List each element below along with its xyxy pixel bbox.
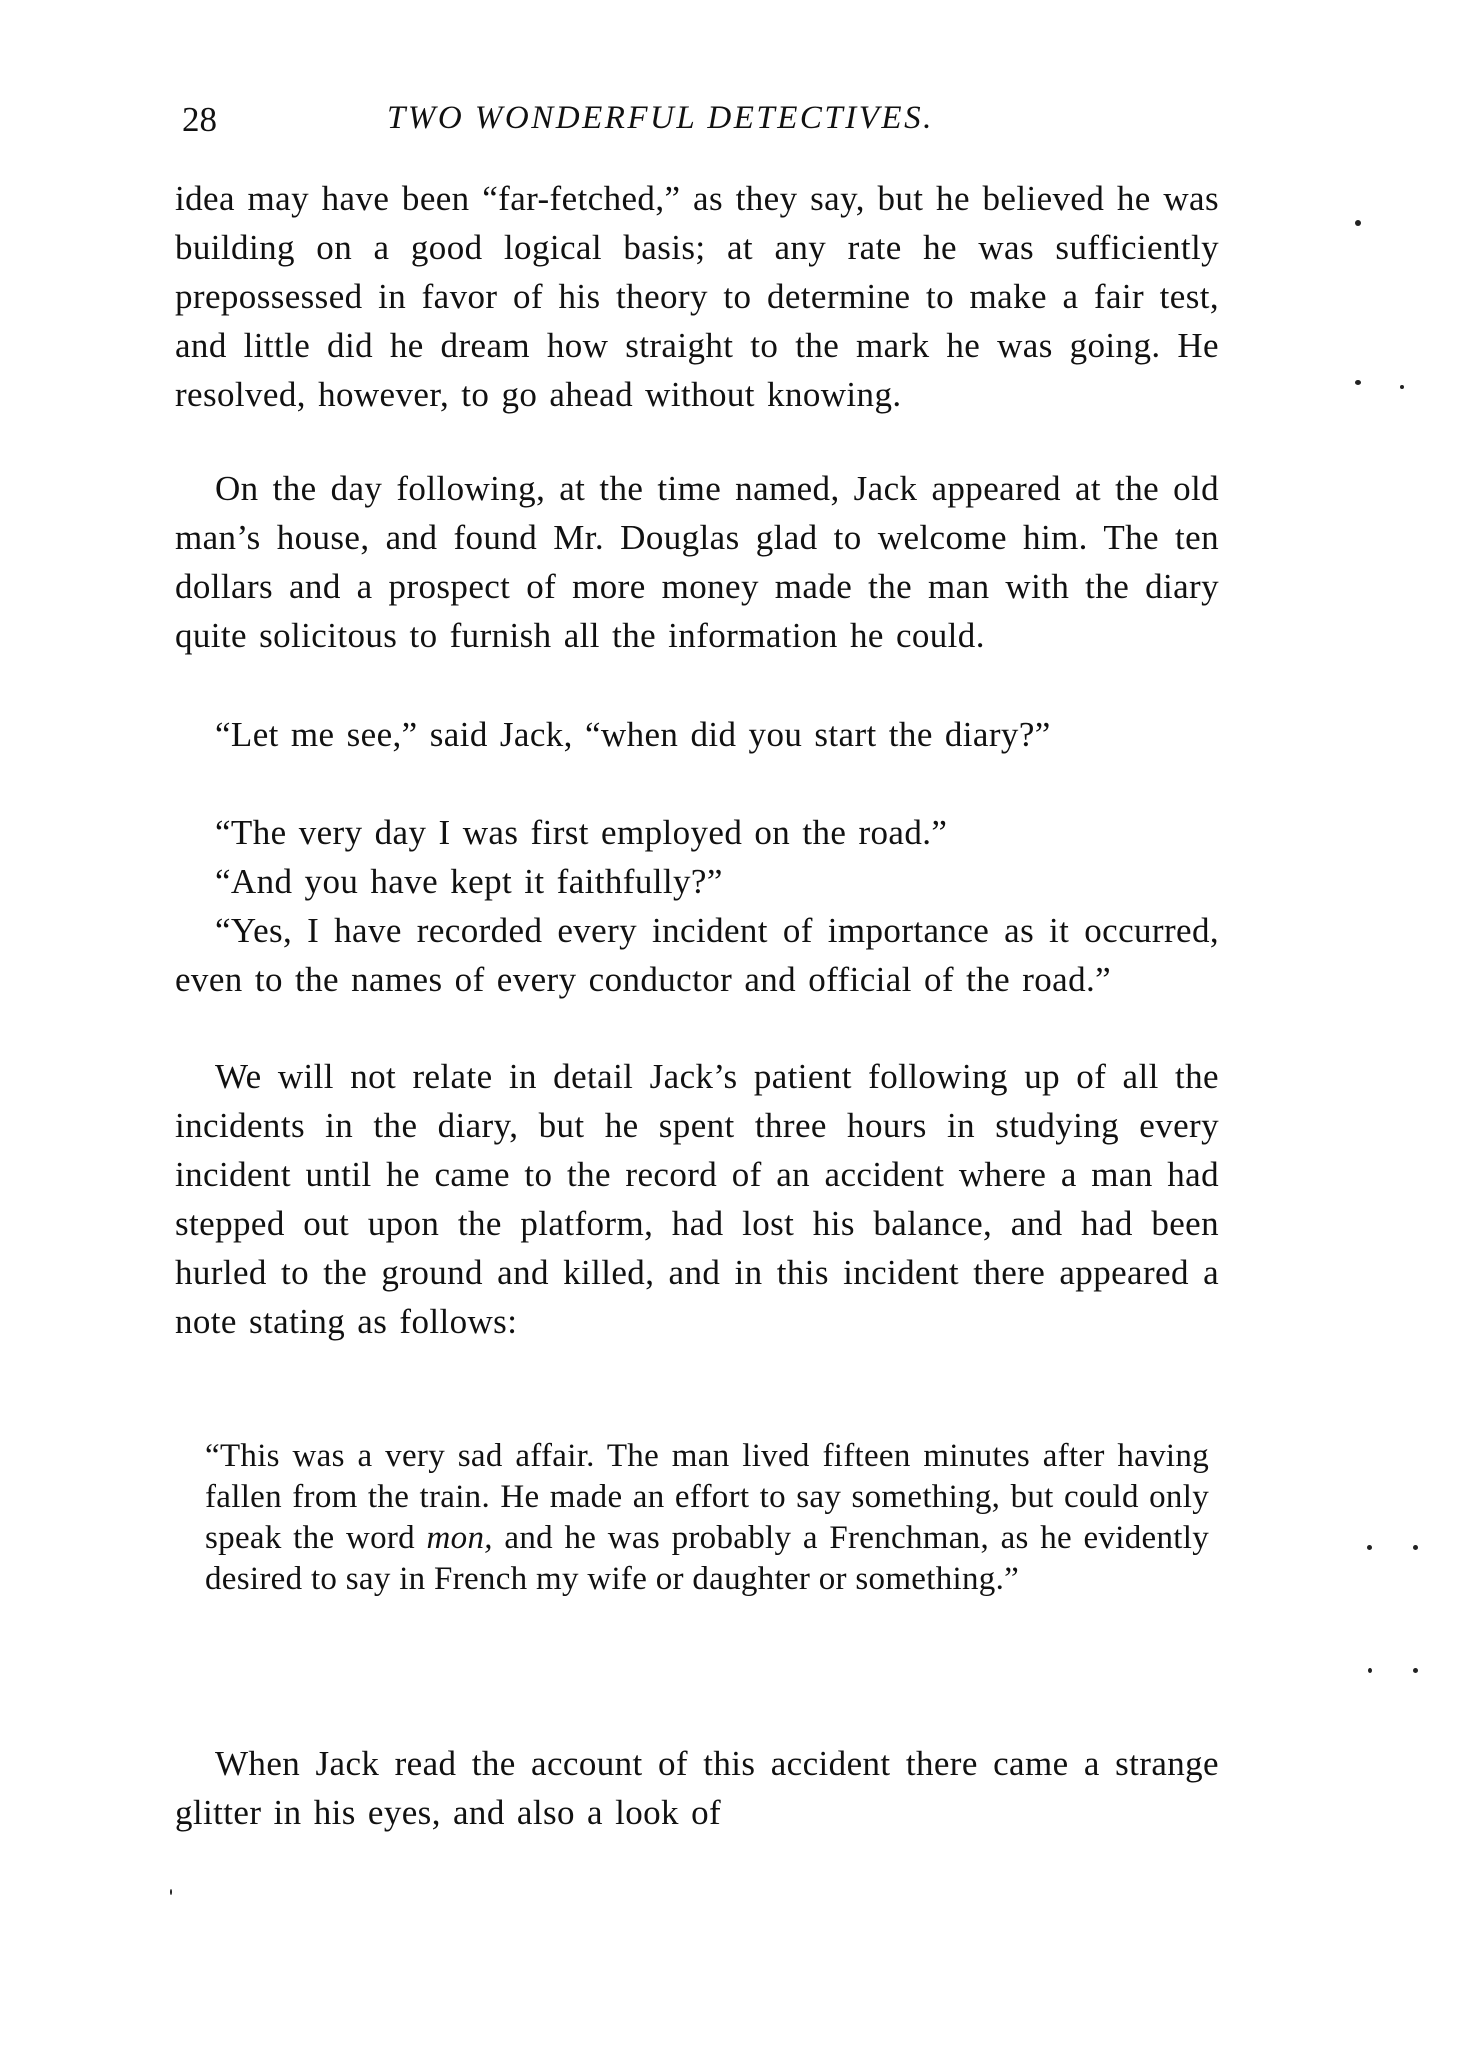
paragraph-6-text: “Yes, I have recorded every incident of importance as it occurred, even to the names of every conductor and official of the road.” bbox=[175, 911, 1219, 999]
paragraph-1-text: idea may have been “far-fetched,” as they say, but he believed he was building on a good logical basis; at any rate he was sufficiently prepossessed in favor of his theory to determine to make a fair test, and little did he dream how straight to the mark he was going. He resolved, however, to go ahead without knowing. bbox=[175, 179, 1219, 414]
paragraph-5-text: “And you have kept it faithfully?” bbox=[215, 862, 723, 901]
running-title: TWO WONDERFUL DETECTIVES. bbox=[387, 100, 934, 136]
quote-italic-word: mon, bbox=[426, 1520, 493, 1556]
scan-speck bbox=[1355, 220, 1361, 226]
diary-quote bbox=[205, 1436, 1209, 1600]
paragraph-4-text: “The very day I was first employed on the road.” bbox=[215, 813, 948, 852]
paragraph-2-text: On the day following, at the time named, Jack appeared at the old man’s house, and found Mr. Douglas glad to welcome him. The ten dollars and a prospect of more money made the man with the diary quite solicitous to furnish all the information he could. bbox=[175, 469, 1219, 655]
paragraph-2 bbox=[175, 464, 1219, 660]
diary-quote-text bbox=[205, 1436, 1209, 1600]
paragraph-7 bbox=[175, 1052, 1219, 1346]
page-number: 28 bbox=[182, 100, 217, 139]
paragraph-3-text: “Let me see,” said Jack, “when did you start the diary?” bbox=[215, 715, 1051, 754]
scan-speck bbox=[1400, 385, 1404, 389]
quote-text-after: and he was probably a Frenchman, as he evidently desired to say in French my wife or daughter or something.” bbox=[205, 1520, 1209, 1597]
scan-speck bbox=[1413, 1545, 1418, 1550]
scan-speck bbox=[170, 1889, 172, 1895]
scan-speck bbox=[1368, 1668, 1372, 1673]
quote-text-before: “This was a very sad affair. The man lived fifteen minutes after having fallen from the train. He made an effort to say something, but could only speak the word bbox=[205, 1438, 1209, 1556]
paragraph-3 bbox=[175, 710, 1219, 759]
paragraph-6 bbox=[175, 906, 1219, 1004]
scan-speck bbox=[1355, 380, 1361, 385]
scan-speck bbox=[1367, 1545, 1372, 1550]
paragraph-5 bbox=[175, 857, 1219, 906]
paragraph-9 bbox=[175, 1739, 1219, 1837]
page-header bbox=[182, 100, 1232, 152]
scan-speck bbox=[1413, 1668, 1418, 1673]
paragraph-1 bbox=[175, 174, 1219, 419]
paragraph-9-text: When Jack read the account of this accident there came a strange glitter in his eyes, and also a look of bbox=[175, 1744, 1219, 1832]
paragraph-7-text: We will not relate in detail Jack’s patient following up of all the incidents in the diary, but he spent three hours in studying every incident until he came to the record of an accident where a man had stepped out upon the platform, had lost his balance, and had been hurled to the ground and killed, and in this incident there appeared a note stating as follows: bbox=[175, 1057, 1219, 1341]
paragraph-4 bbox=[175, 808, 1219, 857]
